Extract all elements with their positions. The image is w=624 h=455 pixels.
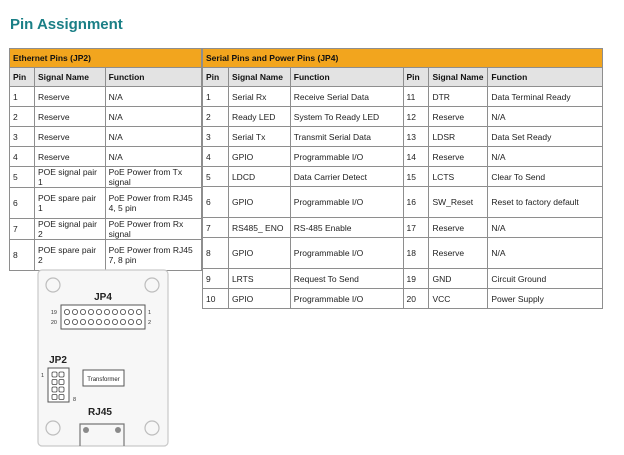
- pin-cell: 1: [203, 87, 229, 107]
- pin-cell: 7: [203, 218, 229, 238]
- pin-cell: 3: [203, 127, 229, 147]
- transformer-label: Transformer: [87, 377, 120, 383]
- table-row: [10, 240, 202, 271]
- signal-cell: POE signal pair 1: [34, 167, 105, 188]
- function-cell: Data Carrier Detect: [290, 167, 403, 187]
- jp4-label: JP4: [94, 292, 112, 303]
- table-row: [203, 238, 603, 269]
- table-row: [203, 167, 603, 187]
- jp2-label: JP2: [49, 355, 67, 366]
- pin-cell: 8: [10, 240, 35, 271]
- column-header-function: Function: [488, 68, 603, 87]
- signal-cell: Ready LED: [228, 107, 290, 127]
- pin-cell: 4: [203, 147, 229, 167]
- jp4-pin-label: 2: [148, 320, 152, 326]
- table-row: [203, 289, 603, 309]
- signal-cell: GPIO: [228, 289, 290, 309]
- table-row: [10, 219, 202, 240]
- pin-cell: 3: [10, 127, 35, 147]
- rj45-led: [83, 427, 89, 433]
- pin-cell: 2: [10, 107, 35, 127]
- table-row: [203, 87, 603, 107]
- function-cell: PoE Power from RJ45 4, 5 pin: [105, 188, 201, 219]
- signal-cell: LDCD: [228, 167, 290, 187]
- pin-cell: 18: [403, 238, 429, 269]
- function-cell: N/A: [105, 87, 201, 107]
- function-cell: Programmable I/O: [290, 238, 403, 269]
- pin-cell: 17: [403, 218, 429, 238]
- table-row: [10, 87, 202, 107]
- table-row: [10, 127, 202, 147]
- function-cell: System To Ready LED: [290, 107, 403, 127]
- table-row: [10, 188, 202, 219]
- signal-cell: GPIO: [228, 147, 290, 167]
- pin-cell: 5: [10, 167, 35, 188]
- table-row: [10, 167, 202, 188]
- function-cell: N/A: [488, 238, 603, 269]
- table-row: [10, 107, 202, 127]
- column-header-signal-name: Signal Name: [228, 68, 290, 87]
- table-row: [203, 269, 603, 289]
- function-cell: Reset to factory default: [488, 187, 603, 218]
- signal-cell: Reserve: [429, 218, 488, 238]
- jp2-pin-label: 1: [40, 373, 44, 379]
- jp4-pin-label: 19: [50, 310, 57, 316]
- pin-cell: 19: [403, 269, 429, 289]
- signal-cell: POE signal pair 2: [34, 219, 105, 240]
- function-cell: Receive Serial Data: [290, 87, 403, 107]
- signal-cell: Reserve: [34, 107, 105, 127]
- table-row: [203, 127, 603, 147]
- function-cell: Data Set Ready: [488, 127, 603, 147]
- page-title: Pin Assignment: [10, 16, 123, 33]
- jp4-connector: [61, 305, 145, 329]
- column-header-function: Function: [290, 68, 403, 87]
- function-cell: N/A: [488, 147, 603, 167]
- jp2-pin-label: 8: [73, 397, 77, 403]
- function-cell: Programmable I/O: [290, 147, 403, 167]
- signal-cell: Reserve: [34, 147, 105, 167]
- signal-cell: Serial Tx: [228, 127, 290, 147]
- pin-cell: 12: [403, 107, 429, 127]
- pin-cell: 2: [203, 107, 229, 127]
- function-cell: Power Supply: [488, 289, 603, 309]
- function-cell: N/A: [488, 218, 603, 238]
- function-cell: Programmable I/O: [290, 187, 403, 218]
- function-cell: Programmable I/O: [290, 289, 403, 309]
- function-cell: N/A: [488, 107, 603, 127]
- pin-cell: 9: [203, 269, 229, 289]
- column-header-signal-name: Signal Name: [429, 68, 488, 87]
- jp4-pin-label: 20: [50, 320, 57, 326]
- pin-cell: 1: [10, 87, 35, 107]
- rj45-label: RJ45: [88, 407, 112, 418]
- serial-table-header: Serial Pins and Power Pins (JP4): [203, 49, 603, 68]
- ethernet-table-header: Ethernet Pins (JP2): [10, 49, 202, 68]
- column-header-pin: Pin: [203, 68, 229, 87]
- table-row: [203, 107, 603, 127]
- signal-cell: LDSR: [429, 127, 488, 147]
- signal-cell: VCC: [429, 289, 488, 309]
- pin-cell: 10: [203, 289, 229, 309]
- table-row: [203, 218, 603, 238]
- function-cell: Transmit Serial Data: [290, 127, 403, 147]
- pin-cell: 20: [403, 289, 429, 309]
- function-cell: PoE Power from RJ45 7, 8 pin: [105, 240, 201, 271]
- signal-cell: Reserve: [429, 238, 488, 269]
- signal-cell: POE spare pair 1: [34, 188, 105, 219]
- pin-cell: 4: [10, 147, 35, 167]
- column-header-pin: Pin: [403, 68, 429, 87]
- signal-cell: LRTS: [228, 269, 290, 289]
- column-header-function: Function: [105, 68, 201, 87]
- signal-cell: SW_Reset: [429, 187, 488, 218]
- signal-cell: GPIO: [228, 238, 290, 269]
- pin-cell: 8: [203, 238, 229, 269]
- pin-cell: 6: [10, 188, 35, 219]
- ethernet-pins-table: [9, 48, 202, 271]
- function-cell: PoE Power from Tx signal: [105, 167, 201, 188]
- column-header-signal-name: Signal Name: [34, 68, 105, 87]
- function-cell: Data Terminal Ready: [488, 87, 603, 107]
- rj45-led: [115, 427, 121, 433]
- module-board-diagram: [36, 268, 170, 448]
- function-cell: PoE Power from Rx signal: [105, 219, 201, 240]
- function-cell: Request To Send: [290, 269, 403, 289]
- function-cell: Clear To Send: [488, 167, 603, 187]
- column-header-pin: Pin: [10, 68, 35, 87]
- pin-cell: 16: [403, 187, 429, 218]
- pin-cell: 6: [203, 187, 229, 218]
- serial-power-pins-table: [202, 48, 603, 309]
- signal-cell: Reserve: [429, 147, 488, 167]
- pin-cell: 11: [403, 87, 429, 107]
- function-cell: RS-485 Enable: [290, 218, 403, 238]
- table-row: [10, 147, 202, 167]
- pin-cell: 13: [403, 127, 429, 147]
- pin-cell: 14: [403, 147, 429, 167]
- table-row: [203, 147, 603, 167]
- jp2-connector: [48, 368, 69, 402]
- pin-cell: 7: [10, 219, 35, 240]
- signal-cell: Reserve: [34, 127, 105, 147]
- signal-cell: Serial Rx: [228, 87, 290, 107]
- signal-cell: Reserve: [429, 107, 488, 127]
- pin-cell: 5: [203, 167, 229, 187]
- function-cell: N/A: [105, 107, 201, 127]
- signal-cell: GPIO: [228, 187, 290, 218]
- function-cell: N/A: [105, 127, 201, 147]
- table-row: [203, 187, 603, 218]
- function-cell: N/A: [105, 147, 201, 167]
- signal-cell: POE spare pair 2: [34, 240, 105, 271]
- signal-cell: LCTS: [429, 167, 488, 187]
- signal-cell: DTR: [429, 87, 488, 107]
- signal-cell: GND: [429, 269, 488, 289]
- jp4-pin-label: 1: [148, 310, 152, 316]
- function-cell: Circuit Ground: [488, 269, 603, 289]
- pin-cell: 15: [403, 167, 429, 187]
- signal-cell: RS485_ ENO: [228, 218, 290, 238]
- signal-cell: Reserve: [34, 87, 105, 107]
